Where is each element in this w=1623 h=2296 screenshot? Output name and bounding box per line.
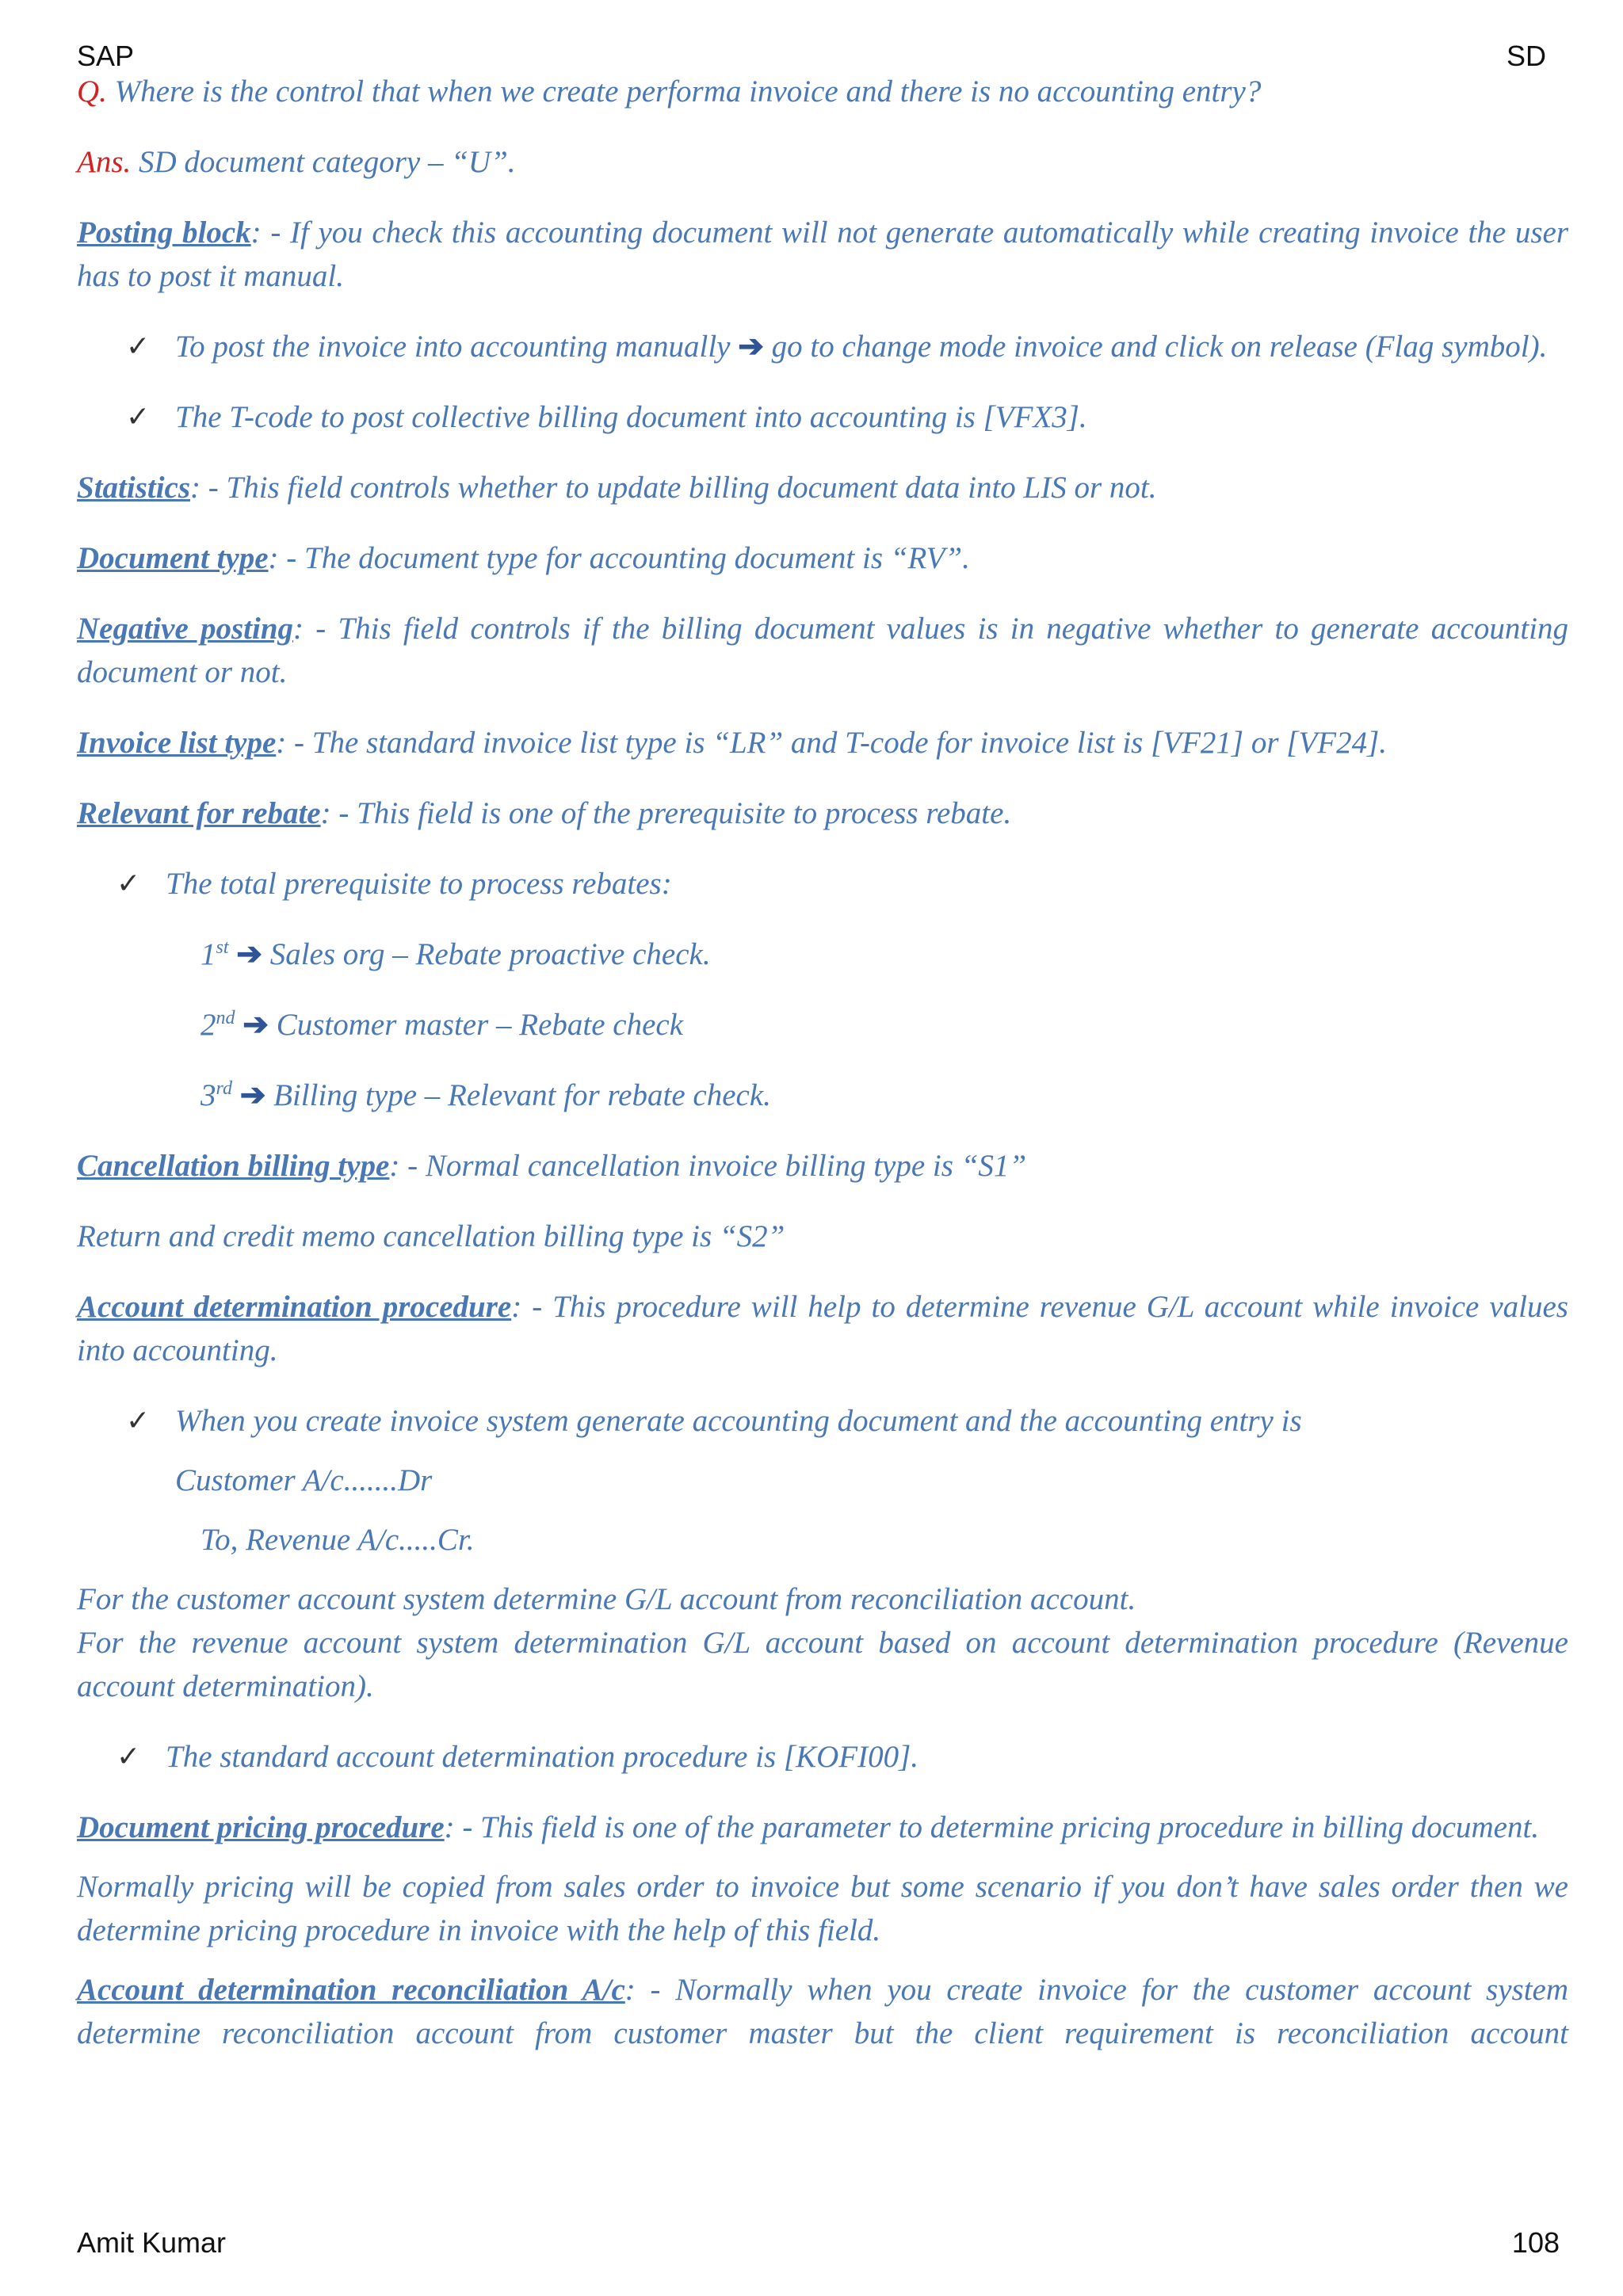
check-icon: ✓ xyxy=(126,330,151,362)
entry-credit: To, Revenue A/c.....Cr. xyxy=(200,1523,475,1557)
statistics-text: : - This field controls whether to update billing document data into LIS or not. xyxy=(190,471,1157,505)
relevant-for-rebate-text: : - This field is one of the prerequisite to process rebate. xyxy=(320,796,1012,830)
account-determination-paragraph xyxy=(77,1285,1568,1372)
document-pricing-term: Document pricing procedure xyxy=(77,1810,445,1844)
page-body xyxy=(77,70,1568,2082)
posting-block-bullet-1 xyxy=(77,325,1568,368)
answer-label: Ans. xyxy=(77,145,132,179)
footer-author: Amit Kumar xyxy=(77,2226,227,2259)
check-icon: ✓ xyxy=(116,868,141,899)
question xyxy=(77,70,1568,113)
step-text: Sales org – Rebate proactive check. xyxy=(269,937,711,971)
posting-block-paragraph xyxy=(77,211,1568,298)
rebate-step-2 xyxy=(77,1003,1568,1047)
cancellation-paragraph xyxy=(77,1144,1568,1188)
negative-posting-text: : - This field controls if the billing document values is in negative whether to generate accounting document or not. xyxy=(77,612,1568,689)
invoice-list-type-text: : - The standard invoice list type is “LR” and T-code for invoice list is [VF21] or [VF24]. xyxy=(276,726,1388,760)
account-determination-text: : - This procedure will help to determine revenue G/L account while invoice values into accounting. xyxy=(77,1290,1568,1367)
rebate-step-3 xyxy=(77,1074,1568,1117)
statistics-term: Statistics xyxy=(77,471,191,505)
entry-debit: Customer A/c.......Dr xyxy=(175,1463,433,1497)
header-right: SD xyxy=(1506,40,1546,72)
document-pricing-text: : - This field is one of the parameter to determine pricing procedure in billing document. xyxy=(444,1810,1540,1844)
cancellation-text: : - Normal cancellation invoice billing type is “S1” xyxy=(389,1149,1027,1183)
posting-block-term: Posting block xyxy=(77,215,251,250)
posting-block-text: : - If you check this accounting document will not generate automatically while creating invoice the user has to post it manual. xyxy=(77,215,1568,293)
document-pricing-paragraph xyxy=(77,1806,1568,1849)
relevant-for-rebate-term: Relevant for rebate xyxy=(77,796,321,830)
step-ordinal: st xyxy=(216,937,229,958)
document-type-term: Document type xyxy=(77,541,269,575)
rebate-step-1 xyxy=(77,933,1568,976)
arrow-right-icon: ➔ xyxy=(236,937,262,971)
account-determination-para-2: For the revenue account system determination G/L account based on account determination procedure (Revenue account determination). xyxy=(77,1626,1568,1703)
account-recon-paragraph xyxy=(77,1968,1568,2055)
account-determination-term: Account determination procedure xyxy=(77,1290,512,1324)
account-determination-bullet-2-text: The standard account determination procedure is [KOFI00]. xyxy=(166,1740,918,1774)
answer-text: SD document category – “U”. xyxy=(139,145,516,179)
rebate-bullet-text: The total prerequisite to process rebates: xyxy=(166,867,672,901)
page-number: 108 xyxy=(1511,2226,1560,2259)
arrow-right-icon: ➔ xyxy=(738,330,764,364)
account-determination-para-1: For the customer account system determine G/L account from reconciliation account. xyxy=(77,1582,1136,1616)
step-text: Customer master – Rebate check xyxy=(276,1008,684,1042)
cancellation-term: Cancellation billing type xyxy=(77,1149,390,1183)
account-determination-bullet xyxy=(77,1399,1568,1443)
answer xyxy=(77,140,1568,184)
account-recon-term: Account determination reconciliation A/c xyxy=(77,1973,625,2007)
negative-posting-term: Negative posting xyxy=(77,612,294,646)
document-pricing-paragraph-2: Normally pricing will be copied from sales order to invoice but some scenario if you don’t have sales order then we determine pricing procedure in invoice with the help of this field. xyxy=(77,1870,1568,1947)
arrow-right-icon: ➔ xyxy=(242,1008,269,1042)
question-text: Where is the control that when we create performa invoice and there is no accounting entry? xyxy=(114,74,1262,109)
check-icon: ✓ xyxy=(126,401,151,433)
document-type-paragraph xyxy=(77,536,1568,580)
step-ordinal: nd xyxy=(216,1008,235,1028)
step-number: 1 xyxy=(200,937,216,971)
step-text: Billing type – Relevant for rebate check. xyxy=(273,1078,771,1112)
document-type-text: : - The document type for accounting document is “RV”. xyxy=(268,541,970,575)
negative-posting-paragraph xyxy=(77,607,1568,694)
step-number: 2 xyxy=(200,1008,216,1042)
bullet-1-text-b: go to change mode invoice and click on release (Flag symbol). xyxy=(771,330,1548,364)
bullet-1-text-a: To post the invoice into accounting manually xyxy=(175,330,731,364)
invoice-list-type-term: Invoice list type xyxy=(77,726,277,760)
account-determination-bullet-text: When you create invoice system generate accounting document and the accounting entry is xyxy=(175,1404,1302,1438)
step-number: 3 xyxy=(200,1078,216,1112)
check-icon: ✓ xyxy=(116,1741,141,1772)
statistics-paragraph xyxy=(77,466,1568,509)
arrow-right-icon: ➔ xyxy=(239,1078,266,1112)
cancellation-paragraph-2: Return and credit memo cancellation billing type is “S2” xyxy=(77,1219,785,1253)
question-label: Q. xyxy=(77,74,107,109)
account-determination-bullet-2 xyxy=(77,1735,1568,1779)
check-icon: ✓ xyxy=(126,1405,151,1436)
account-recon-text: : - Normally when you create invoice for the customer account system determine reconciliation account from customer master but the client requirement is reconciliation account xyxy=(77,1973,1569,2050)
step-ordinal: rd xyxy=(216,1078,232,1099)
rebate-bullet xyxy=(77,862,1568,906)
header-left: SAP xyxy=(77,40,135,72)
invoice-list-type-paragraph xyxy=(77,721,1568,765)
bullet-2-text: The T-code to post collective billing document into accounting is [VFX3]. xyxy=(175,400,1087,434)
relevant-for-rebate-paragraph xyxy=(77,791,1568,835)
posting-block-bullet-2 xyxy=(77,395,1568,439)
